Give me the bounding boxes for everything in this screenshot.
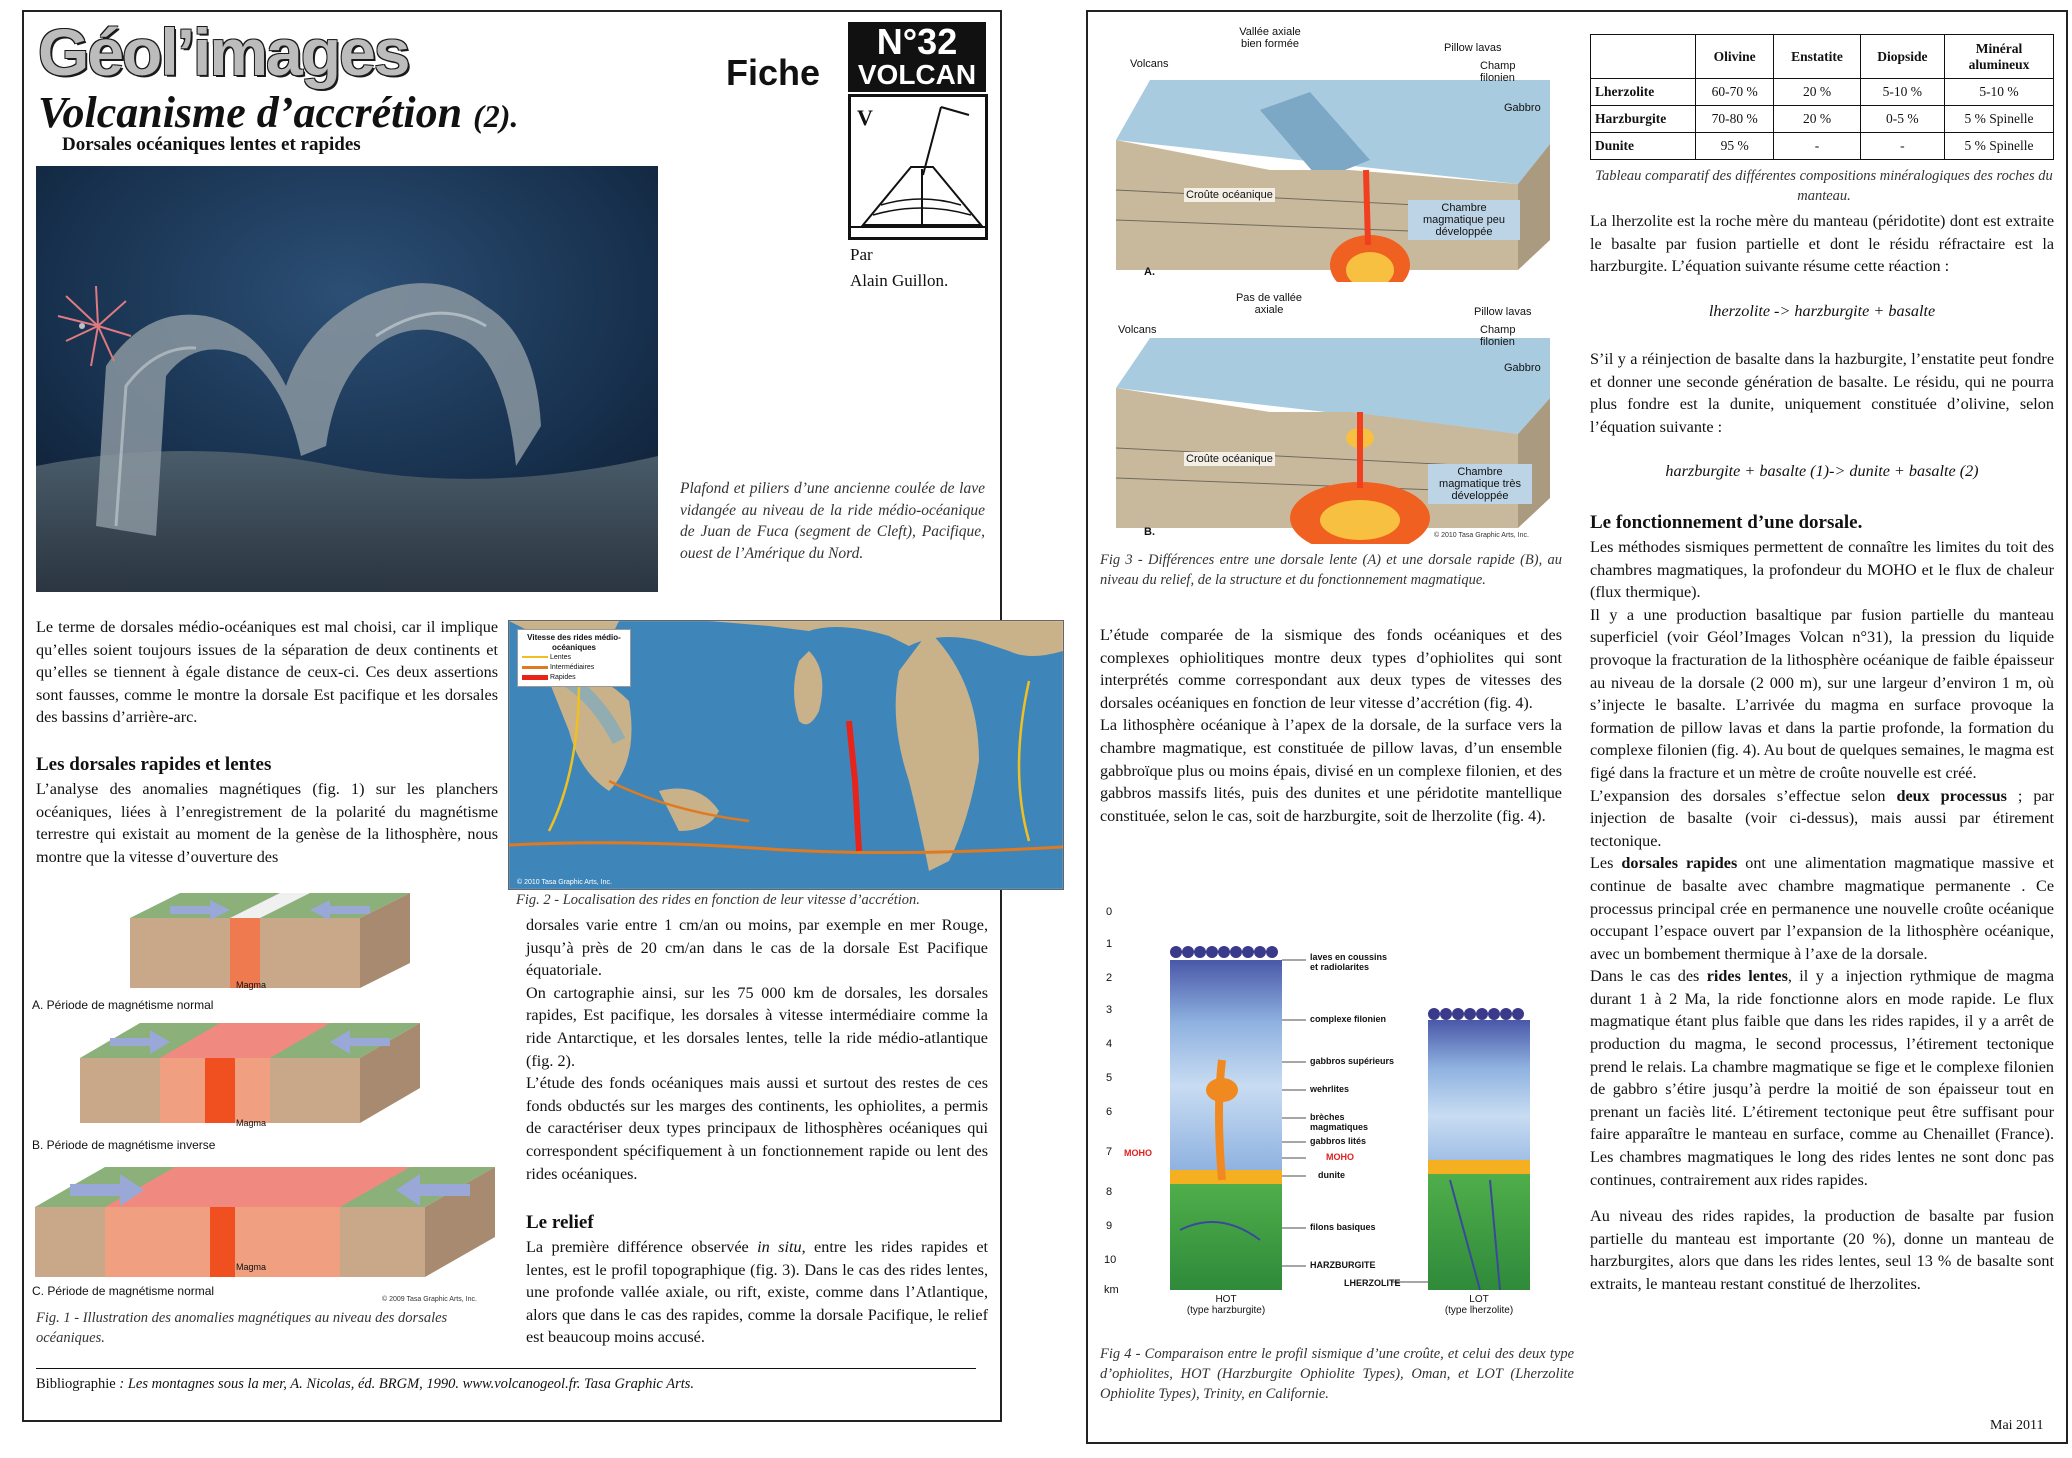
table-header-alumineux: Minéral alumineux [1945, 35, 2054, 79]
fig1-block-a [120, 888, 420, 998]
table-header-olivine: Olivine [1696, 35, 1774, 79]
table-row [1591, 133, 2054, 160]
p5-c: ; par injection de basalte (voir ci-dessus), mais aussi par étirement tectonique. [1590, 786, 2055, 850]
p7-a: Dans le cas des [1590, 967, 1707, 986]
fig2-credit: © 2010 Tasa Graphic Arts, Inc. [517, 879, 612, 886]
fig1-label-b: B. Période de magnétisme inverse [32, 1138, 216, 1152]
p6-a: Les [1590, 854, 1622, 873]
intro-paragraph: Le terme de dorsales médio-océaniques est mal choisi, car il implique qu’elles soient toujours issues de la séparation de deux continents et qu’elles se tiennent à égale distance de ceux-ci. Ces deux assertions sont fausses, comme le montre la dorsale Est pacifique et les dorsales des bassins d’arrière-arc. [36, 618, 498, 727]
fig4-moho-left: MOHO [1124, 1148, 1152, 1158]
fig4-label-breches: brèches magmatiques [1310, 1112, 1369, 1132]
fig4-depth-2: 2 [1106, 972, 1113, 984]
p5-b: deux processus [1896, 786, 2007, 805]
table-cell: 5-10 % [1945, 79, 2054, 106]
author [850, 242, 948, 294]
fig3a-gabbro-label: Gabbro [1504, 102, 1541, 114]
fig4-label-harzburgite: HARZBURGITE [1310, 1260, 1376, 1270]
col2-p1: dorsales varie entre 1 cm/an ou moins, par exemple en mer Rouge, jusqu’à près de 20 cm/an dans le cas de la dorsale Est Pacifique équatoriale. [526, 916, 988, 980]
author-by: Par [850, 245, 873, 264]
fig4-label-moho: MOHO [1326, 1152, 1354, 1162]
fig2-map [508, 620, 1064, 890]
p6-c: ont une alimentation magmatique massive et continue de basalte avec chambre magmatique permanente . Ce processus principal crée en permanence une nouvelle croûte océanique occupant l’espace ouvert par l’expansion de la lithosphère océanique, avec un bombement thermique à l’axe de la dorsale. [1590, 854, 2054, 963]
fig4-profile [1100, 900, 1562, 1340]
table-row [1591, 79, 2054, 106]
table-cell: 5 % Spinelle [1945, 133, 2054, 160]
fig3-diagram-b [1110, 288, 1566, 544]
relief-text-a: La première différence observée [526, 1238, 758, 1256]
table-header-empty [1591, 35, 1696, 79]
col2-p3: L’étude des fonds océaniques mais aussi et surtout des restes de ces fonds obductés sur les marges des continents, les ophiolites, a permis de caractériser deux types principaux de lithosphères océaniques qui correspondent spécifiquement à un fonctionnement rapide ou lent des rides océaniques. [526, 1074, 988, 1183]
table-cell: 60-70 % [1696, 79, 1774, 106]
fig1-magma-a: Magma [236, 980, 267, 990]
equation-2: harzburgite + basalte (1)-> dunite + basalte (2) [1665, 462, 1979, 480]
fig4-label-dunite: dunite [1318, 1170, 1345, 1180]
mid-col-text [1100, 624, 1562, 827]
fig3a-croute-label: Croûte océanique [1186, 189, 1273, 201]
fiche-label: Fiche [726, 52, 821, 93]
right-p4: Il y a une production basaltique par fusion partielle du manteau superficiel (voir Géol’Images Volcan n°31), la pression du liquide provoque la fracturation de la lithosphère océanique de faible épaisseur au niveau de la dorsale (2 000 m), sur une largeur d’environ 1 m, où s’injecte le basalte. L’arrivée du magma en surface provoque la formation de pillow lavas et dans la partie profonde, la formation du complexe filonien (fig. 4). Au bout de quelques semaines, le magma est figé dans la fracture et un mètre de croûte nouvelle est créé. [1590, 605, 2054, 782]
section-title-fonctionnement: Le fonctionnement d’une dorsale. [1590, 512, 1863, 533]
fig3b-pas-label: Pas de vallée axiale [1235, 292, 1303, 316]
fig3-credit: © 2010 Tasa Graphic Arts, Inc. [1434, 532, 1529, 539]
right-p1: La lherzolite est la roche mère du manteau (péridotite) dont est extraite le basalte par fusion partielle et dont le résidu réfractaire est la harzburgite. L’équation suivante résume cette réaction : [1590, 212, 2054, 276]
badge-series-text: VOLCAN [857, 59, 977, 90]
table-cell: - [1860, 133, 1944, 160]
fig1-block-b [70, 1018, 430, 1128]
title-main: Volcanisme d’accrétion [38, 88, 463, 137]
page-subtitle: Dorsales océaniques lentes et rapides [62, 134, 361, 155]
table-cell: 0-5 % [1860, 106, 1944, 133]
fig3b-gabbro-label: Gabbro [1504, 362, 1541, 374]
p6-b: dorsales rapides [1621, 854, 1738, 873]
fig4-depth-10: 10 [1104, 1254, 1117, 1266]
badge-number [848, 22, 986, 92]
fig3b-champ-label: Champ filonien [1480, 324, 1516, 348]
fig4-label-gabbros-lites: gabbros lités [1310, 1136, 1367, 1146]
mid-p2: La lithosphère océanique à l’apex de la dorsale, de la surface vers la chambre magmatique, est constituée de pillow lavas, d’un ensemble gabbroïque plus ou moins épais, divisé en un complexe filonien, et des gabbros massifs lités, puis des dunites et une péridotite mantellique constituée, selon le cas, soit de harzburgite, soit de lherzolite (fig. 4). [1100, 716, 1562, 825]
fig4-km: km [1104, 1284, 1119, 1296]
mineral-table [1590, 34, 2054, 160]
photo-caption: Plafond et piliers d’une ancienne coulée de lave vidangée au niveau de la ride médio-océanique de Juan de Fuca (segment de Cleft), Pacifique, ouest de l’Amérique du Nord. [680, 480, 985, 562]
fig2-caption: Fig. 2 - Localisation des rides en fonction de leur vitesse d’accrétion. [516, 892, 920, 908]
fig3a-valley-label: Vallée axiale bien formée [1239, 26, 1301, 50]
fig3a-letter: A. [1144, 266, 1155, 278]
fig3b-croute-label: Croûte océanique [1186, 453, 1273, 465]
fig4-depth-0: 0 [1106, 906, 1113, 918]
section-title-relief: Le relief [526, 1212, 594, 1233]
right-p6 [1590, 852, 2054, 965]
p7-b: rides lentes [1706, 967, 1788, 986]
fig2-legend [517, 629, 631, 687]
title-part: (2). [473, 98, 519, 134]
fig4-label-wehrlites: wehrlites [1310, 1084, 1350, 1094]
fig4-depth-6: 6 [1106, 1106, 1113, 1118]
fig4-lot-title [1428, 1294, 1530, 1316]
right-p5 [1590, 785, 2054, 853]
col2-text [526, 914, 988, 1185]
table-cell: 70-80 % [1696, 106, 1774, 133]
table-header-row [1591, 35, 2054, 79]
table-cell: - [1774, 133, 1860, 160]
right-col-text [1590, 536, 2054, 1296]
table-cell: Harzburgite [1591, 106, 1696, 133]
fig1-diagrams [30, 888, 500, 1308]
fig1-caption: Fig. 1 - Illustration des anomalies magnétiques au niveau des dorsales océaniques. [36, 1310, 448, 1346]
fig4-caption: Fig 4 - Comparaison entre le profil sismique d’une croûte, et celui des deux type d’ophiolites, HOT (Harzburgite Ophiolite Types), Oman, et LOT (Lherzolite Ophiolite Types), Trinity, en Californie. [1100, 1346, 1574, 1402]
legend-lentes-label: Lentes [549, 654, 571, 661]
legend-rapides-label: Rapides [549, 674, 576, 681]
fig3a-volcans-label: Volcans [1130, 58, 1169, 70]
fig3a-champ-label: Champ filonien [1480, 60, 1516, 84]
mid-p1: L’étude comparée de la sismique des fonds océaniques et des complexes ophiolitiques montre deux types d’ophiolites qui sont interprétés comme correspondant aux deux types de vitesses des dorsales océaniques en fonction de leur vitesse d’accrétion (fig. 4). [1100, 626, 1562, 712]
fig2-legend-title: Vitesse des rides médio-océaniques [527, 633, 621, 652]
table-cell: 20 % [1774, 106, 1860, 133]
logo-geolimages: Géol’images [38, 15, 409, 89]
fig4-depth-3: 3 [1106, 1004, 1113, 1016]
volcano-icon-box [848, 94, 988, 240]
bibliography [36, 1376, 694, 1393]
fig4-depth-9: 9 [1106, 1220, 1113, 1232]
table-header-diopside: Diopside [1860, 35, 1944, 79]
relief-text-b: , entre les rides rapides et lentes, est le profil topographique (fig. 3). Dans le cas des rides lentes, une profonde vallée axiale, ou rift, existe, comme dans l’Atlantique, alors que dans le cas des rapides, comme la dorsale Pacifique, le relief est beaucoup moins accusé. [526, 1238, 989, 1347]
fig3b-chambre-label: Chambre magmatique très développée [1428, 464, 1532, 504]
badge-number-text: N°32 [876, 21, 958, 62]
volcano-icon [851, 97, 985, 237]
p7-c: , il y a injection rythmique de magma durant 1 à 2 Ma, la ride fonctionne alors en mode rapide. Le flux magmatique étant plus faible que dans les rides rapides, il y a arrêt de production du magma, le second processus, l’étirement tectonique prend le relais. La chambre magmatique se fige et le complexe filonien de gabbro s’étire jusqu’à perdre la moitié de son épaisseur tout en prenant un faciès lité. L’étirement tectonique peut être suffisant pour faire apparaître le manteau en surface, comme au Chenaillet (France). Les chambres magmatiques le long des rides lentes ne sont donc pas continues, contrairement aux rides rapides. [1590, 967, 2055, 1189]
fig4-hot-sub: (type harzburgite) [1186, 1305, 1266, 1316]
fig4-depth-4: 4 [1106, 1038, 1113, 1050]
fig4-depth-5: 5 [1106, 1072, 1113, 1084]
fig3-caption: Fig 3 - Différences entre une dorsale lente (A) et une dorsale rapide (B), au niveau du relief, de la structure et du fonctionnement magmatique. [1100, 552, 1562, 588]
section2-text [526, 1236, 988, 1349]
table-header-enstatite: Enstatite [1774, 35, 1860, 79]
page-date: Mai 2011 [1990, 1418, 2044, 1433]
section-title-dorsales: Les dorsales rapides et lentes [36, 754, 272, 775]
table-cell: Dunite [1591, 133, 1696, 160]
fig3b-pillow-label: Pillow lavas [1474, 306, 1532, 318]
fig4-lot-sub: (type lherzolite) [1444, 1305, 1514, 1316]
fig4-label-filonien: complexe filonien [1310, 1014, 1387, 1024]
fig4-label-gabbros-sup: gabbros supérieurs [1310, 1056, 1395, 1066]
table-cell: 5-10 % [1860, 79, 1944, 106]
fig4-label-lherzolite: LHERZOLITE [1344, 1278, 1401, 1288]
fig4-hot-title [1170, 1294, 1282, 1316]
table-cell: 20 % [1774, 79, 1860, 106]
right-p2: S’il y a réinjection de basalte dans la hazburgite, l’enstatite peut fondre et donner une seconde génération de basalte. Le résidu, qui ne pourra plus fondre est la dunite, uniquement constituée d’olivine, selon l’équation suivante : [1590, 350, 2054, 436]
legend-inter-label: Intermédiaires [549, 664, 595, 671]
fig1-magma-c: Magma [236, 1262, 267, 1272]
fig2-legend-item-rapides [522, 673, 626, 683]
author-name: Alain Guillon. [850, 271, 949, 290]
fig2-legend-item-lentes [522, 653, 626, 663]
fig3b-letter: B. [1144, 526, 1155, 538]
fig4-depth-7: 7 [1106, 1146, 1113, 1158]
fig1-credit: © 2009 Tasa Graphic Arts, Inc. [382, 1296, 477, 1303]
fig3-diagram-a [1110, 20, 1566, 282]
series-letter: V [857, 105, 873, 130]
fig4-depth-8: 8 [1106, 1186, 1113, 1198]
biblio-label: Bibliographie [36, 1376, 116, 1392]
fig3b-volcans-label: Volcans [1118, 324, 1157, 336]
fig4-lot-name: LOT [1469, 1294, 1489, 1305]
fig1-magma-b: Magma [236, 1118, 267, 1128]
fig3a-pillow-label: Pillow lavas [1444, 42, 1502, 54]
table-cell: Lherzolite [1591, 79, 1696, 106]
table-cell: 95 % [1696, 133, 1774, 160]
biblio-rule [36, 1368, 976, 1369]
table-cell: 5 % Spinelle [1945, 106, 2054, 133]
right-p3: Les méthodes sismiques permettent de connaître les limites du toit des chambres magmatiques, la profondeur du MOHO et le flux de chaleur (flux thermique). [1590, 538, 2054, 602]
fig3a-chambre-label: Chambre magmatique peu développée [1408, 200, 1520, 240]
biblio-text: : Les montagnes sous la mer, A. Nicolas, éd. BRGM, 1990. www.volcanogeol.fr. Tasa Graphic Arts. [115, 1376, 695, 1392]
fig2-legend-item-inter [522, 663, 626, 673]
table-row [1591, 106, 2054, 133]
p5-a: L’expansion des dorsales s’effectue selon [1590, 786, 1897, 805]
right-p7 [1590, 965, 2054, 1191]
fig1-label-a: A. Période de magnétisme normal [32, 998, 214, 1012]
relief-text-em: in situ [757, 1238, 802, 1256]
fig4-hot-name: HOT [1215, 1294, 1237, 1305]
fig4-label-filons: filons basiques [1310, 1222, 1376, 1232]
fig4-depth-1: 1 [1106, 938, 1113, 950]
seabed-photo [36, 166, 658, 592]
right-p8: Au niveau des rides rapides, la production de basalte par fusion partielle du manteau est importante (20 %), donne un manteau de harzburgites, alors que dans les rides lentes, seul 13 % de basalte sont extraits, le manteau restant constitué de lherzolites. [1590, 1207, 2054, 1293]
fig4-label-laves: laves en coussins et radiolarites [1310, 952, 1388, 972]
col2-p2: On cartographie ainsi, sur les 75 000 km de dorsales, les dorsales rapides, Est pacifique, les dorsales à vitesse intermédiaire comme la ride Antarctique, et les dorsales lentes, telle la ride médio-atlantique (fig. 2). [526, 983, 988, 1070]
section1-text: L’analyse des anomalies magnétiques (fig. 1) sur les planchers océaniques, liées à l’enregistrement de la polarité du magnétisme terrestre qui existait au moment de la genèse de la lithosphère, nous montre que la vitesse d’ouverture des [36, 780, 498, 866]
fig1-label-c: C. Période de magnétisme normal [32, 1284, 215, 1298]
equation-1: lherzolite -> harzburgite + basalte [1708, 302, 1936, 320]
lava-pillars-image [36, 166, 658, 592]
table-caption: Tableau comparatif des différentes compositions minéralogiques des roches du manteau. [1595, 168, 2053, 204]
